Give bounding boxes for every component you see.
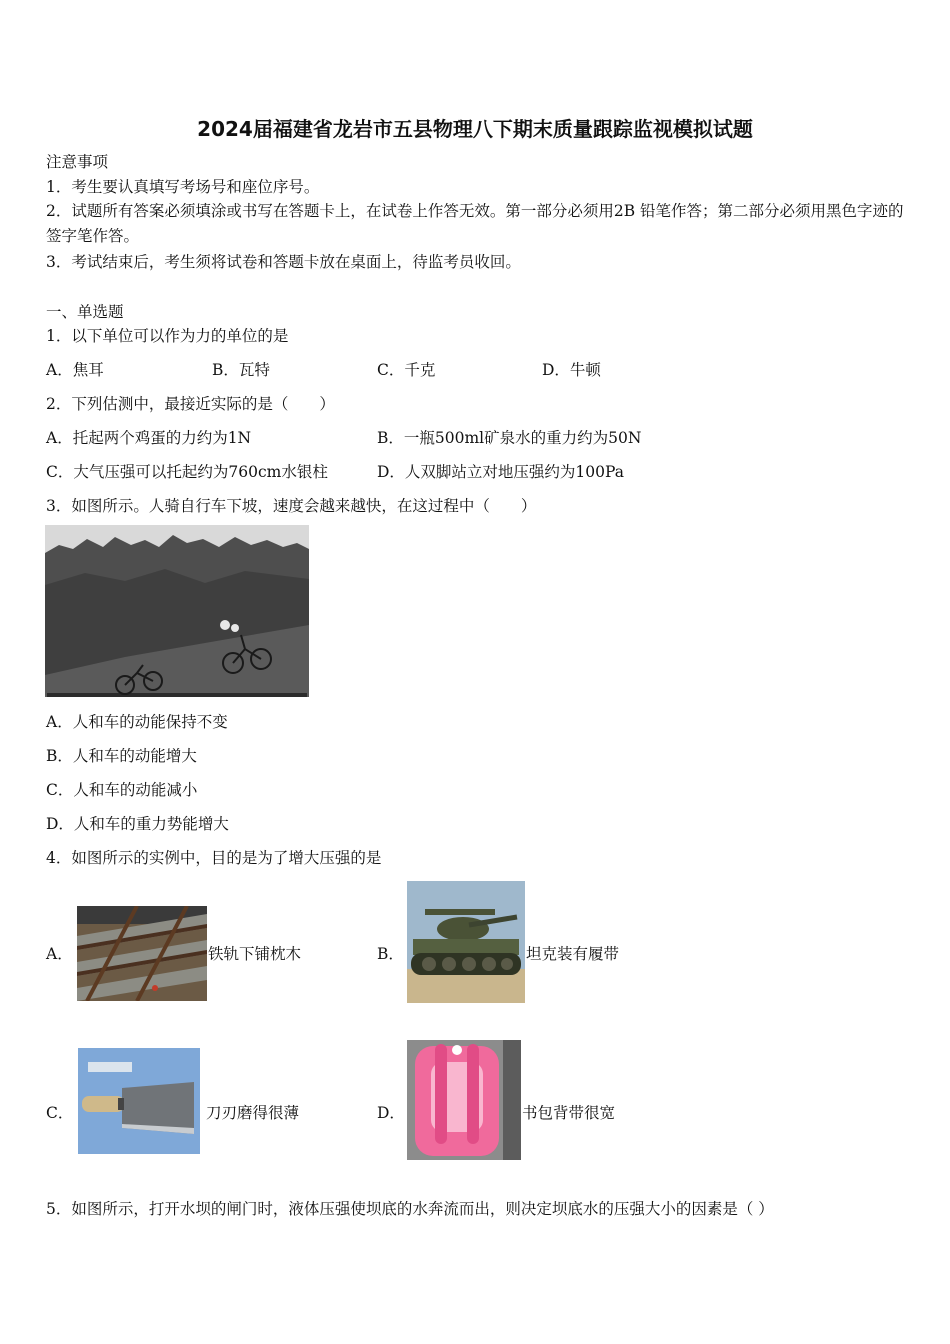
section-heading: 一、单选题: [46, 303, 124, 321]
question-3-stem: 3．如图所示。人骑自行车下坡，速度会越来越快，在这过程中（ ）: [46, 497, 537, 515]
question-2-stem: 2．下列估测中，最接近实际的是（ ）: [46, 395, 335, 413]
question-4-option-a-letter: A．: [46, 945, 73, 963]
question-4-option-b-caption: 坦克装有履带: [526, 945, 620, 963]
question-3-option-b: B．人和车的动能增大: [46, 747, 197, 765]
question-1-option-c: C．千克: [377, 361, 436, 379]
question-4-option-b-letter: B．: [377, 945, 404, 963]
notice-item-2: 2．试题所有答案必须填涂或书写在答题卡上，在试卷上作答无效。第一部分必须用2B 铅笔作答；第二部分必须用黑色字迹的签字笔作答。: [46, 202, 904, 245]
page-title: 2024届福建省龙岩市五县物理八下期末质量跟踪监视模拟试题: [197, 117, 753, 141]
question-1-stem: 1．以下单位可以作为力的单位的是: [46, 327, 289, 345]
question-3-option-d: D．人和车的重力势能增大: [46, 815, 229, 833]
notice-item-1: 1．考生要认真填写考场号和座位序号。: [46, 178, 320, 196]
tank-image: [407, 881, 525, 1003]
question-3-option-a: A．人和车的动能保持不变: [46, 713, 228, 731]
question-2-option-a: A．托起两个鸡蛋的力约为1N: [46, 429, 252, 447]
question-1-option-d: D．牛顿: [542, 361, 601, 379]
question-1-option-b: B．瓦特: [212, 361, 270, 379]
schoolbag-image: [407, 1040, 521, 1160]
question-2-option-c: C．大气压强可以托起约为760cm水银柱: [46, 463, 328, 481]
question-4-option-a-caption: 铁轨下铺枕木: [208, 945, 302, 963]
question-2-option-d: D．人双脚站立对地压强约为100Pa: [377, 463, 624, 481]
notice-item-3: 3．考试结束后，考生须将试卷和答题卡放在桌面上，待监考员收回。: [46, 253, 521, 271]
cyclist-downhill-figure: [45, 525, 309, 697]
question-4-option-d-letter: D．: [377, 1104, 405, 1122]
cleaver-knife-image: [78, 1048, 200, 1154]
question-3-option-c: C．人和车的动能减小: [46, 781, 198, 799]
question-5-stem: 5．如图所示，打开水坝的闸门时，液体压强使坝底的水奔流而出，则决定坝底水的压强大小的因素是（ ）: [46, 1200, 774, 1218]
question-4-option-c-caption: 刀刃磨得很薄: [206, 1104, 300, 1122]
notice-heading: 注意事项: [46, 153, 109, 171]
question-4-option-d-caption: 书包背带很宽: [522, 1104, 616, 1122]
question-4-stem: 4．如图所示的实例中，目的是为了增大压强的是: [46, 849, 382, 867]
question-2-option-b: B．一瓶500ml矿泉水的重力约为50N: [377, 429, 642, 447]
question-4-option-c-letter: C．: [46, 1104, 74, 1122]
question-1-option-a: A．焦耳: [46, 361, 104, 379]
railway-sleepers-image: [77, 906, 207, 1001]
